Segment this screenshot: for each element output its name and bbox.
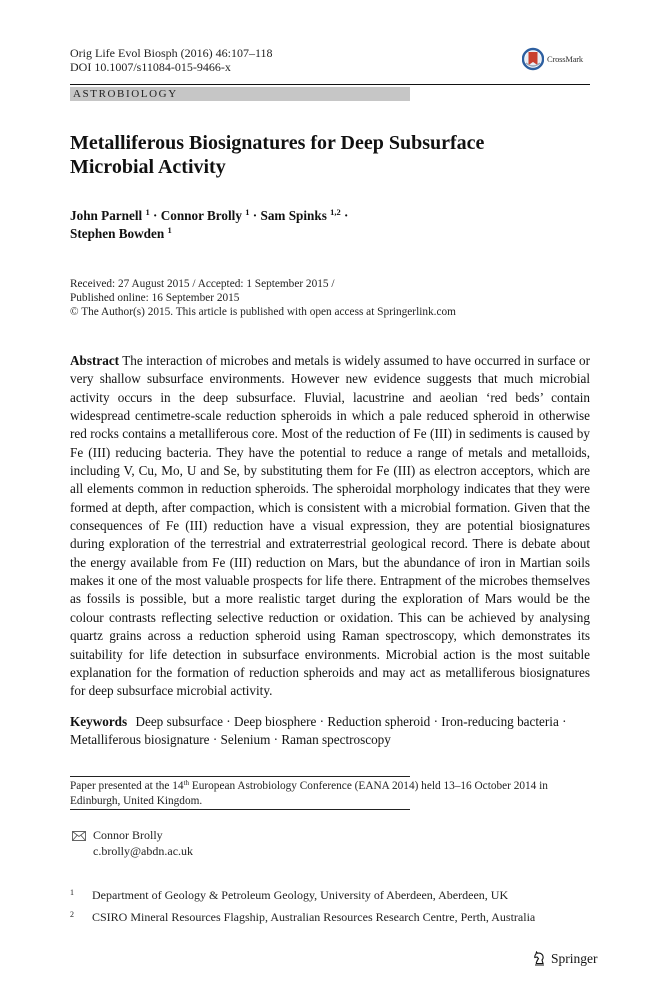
conference-note-text: European Astrobiology Conference (EANA 2014) held 13–16 October 2014 in Edinburgh, United Kingdom.	[70, 780, 548, 807]
author-separator: ·	[252, 208, 261, 223]
footnote-rule	[70, 809, 410, 810]
contact-email[interactable]: c.brolly@abdn.ac.uk	[93, 843, 194, 858]
journal-reference: Orig Life Evol Biosph (2016) 46:107–118	[70, 46, 273, 60]
keyword: Reduction spheroid	[327, 714, 431, 729]
received-accepted: Received: 27 August 2015 / Accepted: 1 September 2015 /	[70, 278, 335, 290]
springer-knight-icon	[532, 951, 547, 967]
author-list	[70, 207, 590, 243]
author-separator: ·	[153, 208, 161, 223]
abstract	[70, 352, 590, 701]
author-name[interactable]: Connor Brolly	[160, 208, 242, 223]
abstract-label: Abstract	[70, 353, 120, 368]
keywords	[70, 713, 590, 749]
keyword: Iron-reducing bacteria	[441, 714, 559, 729]
copyright-notice: © The Author(s) 2015. This article is published with open access at Springerlink.com	[70, 305, 456, 318]
author-name[interactable]: Stephen Bowden	[70, 226, 165, 241]
crossmark-badge[interactable]	[522, 46, 592, 72]
crossmark-label: CrossMark	[547, 54, 583, 64]
conference-note-text: Paper presented at the 14	[70, 780, 184, 792]
title-line-1: Metalliferous Biosignatures for Deep Subsurface	[70, 132, 485, 154]
keyword-separator: ·	[558, 714, 567, 729]
keyword: Deep subsurface	[135, 714, 223, 729]
contact-name: Connor Brolly	[93, 828, 163, 842]
affiliation-text: Department of Geology & Petroleum Geology, University of Aberdeen, Aberdeen, UK	[92, 888, 509, 902]
conference-note-superscript: th	[183, 779, 190, 787]
author-affiliation: 1	[167, 225, 172, 235]
keyword-separator: ·	[430, 714, 442, 729]
author-affiliation: 1,2	[330, 207, 341, 217]
publication-dates	[70, 278, 590, 319]
keyword: Selenium	[220, 732, 271, 747]
author-affiliation: 1	[145, 207, 150, 217]
published-online: Published online: 16 September 2015	[70, 291, 240, 304]
affiliation-text: CSIRO Mineral Resources Flagship, Australian Resources Research Centre, Perth, Australia	[92, 910, 536, 924]
section-label: ASTROBIOLOGY	[73, 88, 178, 100]
abstract-text: The interaction of microbes and metals is widely assumed to have occurred in surface or very shallow subsurface environments. However new evidence suggests that much microbial activity occurs in the deep subsurface. Fluvial, lacustrine and aeolian ‘red beds’ contain widespread centimetre-scale reduction spheroids in which a pale reduced spheroid in otherwise red rocks contains a metalliferous core. Most of the reduction of Fe (III) in sediments is caused by Fe (III) reducing bacteria. They have the potential to reduce a range of metals and metalloids, including V, Cu, Mo, U and Se, by substituting them for Fe (III) as electron acceptors, which are all elements common in reduction spheroids. The spheroidal morphology indicates that they were formed at depth, after compaction, which is consistent with a microbial formation. Given that the consequences of Fe (III) reduction have a visual expression, they are potential biosignatures during exploration of the terrestrial and extraterrestrial geological record. There is debate about the energy available from Fe (III) reduction on Mars, but the abundance of iron in Martian soils makes it one of the most valuable prospects for life there. Entrapment of the microbes themselves as fossils is possible, but a more realistic target during the exploration of Mars would be the colour contrasts reflecting selective reduction or oxidation. This can be achieved by analysing quartz grains across a reduction spheroid using Raman spectroscopy, which demonstrates its suitability for life detection in subsurface environments. Microbial action is the most suitable explanation for the formation of reduction spheroids and may act as metalliferous biosignatures for deep subsurface microbial activity.	[70, 353, 591, 699]
author-name[interactable]: John Parnell	[70, 208, 143, 223]
title-line-2: Microbial Activity	[70, 156, 226, 178]
publisher-name: Springer	[551, 951, 598, 966]
springer-logo	[532, 950, 598, 968]
keyword: Metalliferous biosignature	[70, 732, 210, 747]
header-rule	[70, 84, 590, 85]
keyword-separator: ·	[222, 714, 234, 729]
author-name[interactable]: Sam Spinks	[260, 208, 327, 223]
keywords-label: Keywords	[70, 714, 128, 729]
crossmark-icon	[522, 47, 544, 71]
author-affiliation: 1	[245, 207, 250, 217]
keyword-separator: ·	[270, 732, 282, 747]
envelope-icon	[72, 831, 86, 841]
footnote-rule	[70, 776, 410, 777]
section-banner	[70, 87, 410, 101]
keywords-list	[70, 714, 567, 747]
doi: DOI 10.1007/s11084-015-9466-x	[70, 60, 231, 74]
keyword: Deep biosphere	[233, 714, 317, 729]
author-separator: ·	[344, 208, 349, 223]
article-title	[70, 131, 590, 179]
keyword-separator: ·	[209, 732, 221, 747]
keyword: Raman spectroscopy	[281, 732, 391, 747]
affiliation-number: 2	[70, 910, 74, 919]
affiliation-number: 1	[70, 888, 74, 897]
conference-note	[70, 779, 590, 808]
keyword-separator: ·	[316, 714, 328, 729]
